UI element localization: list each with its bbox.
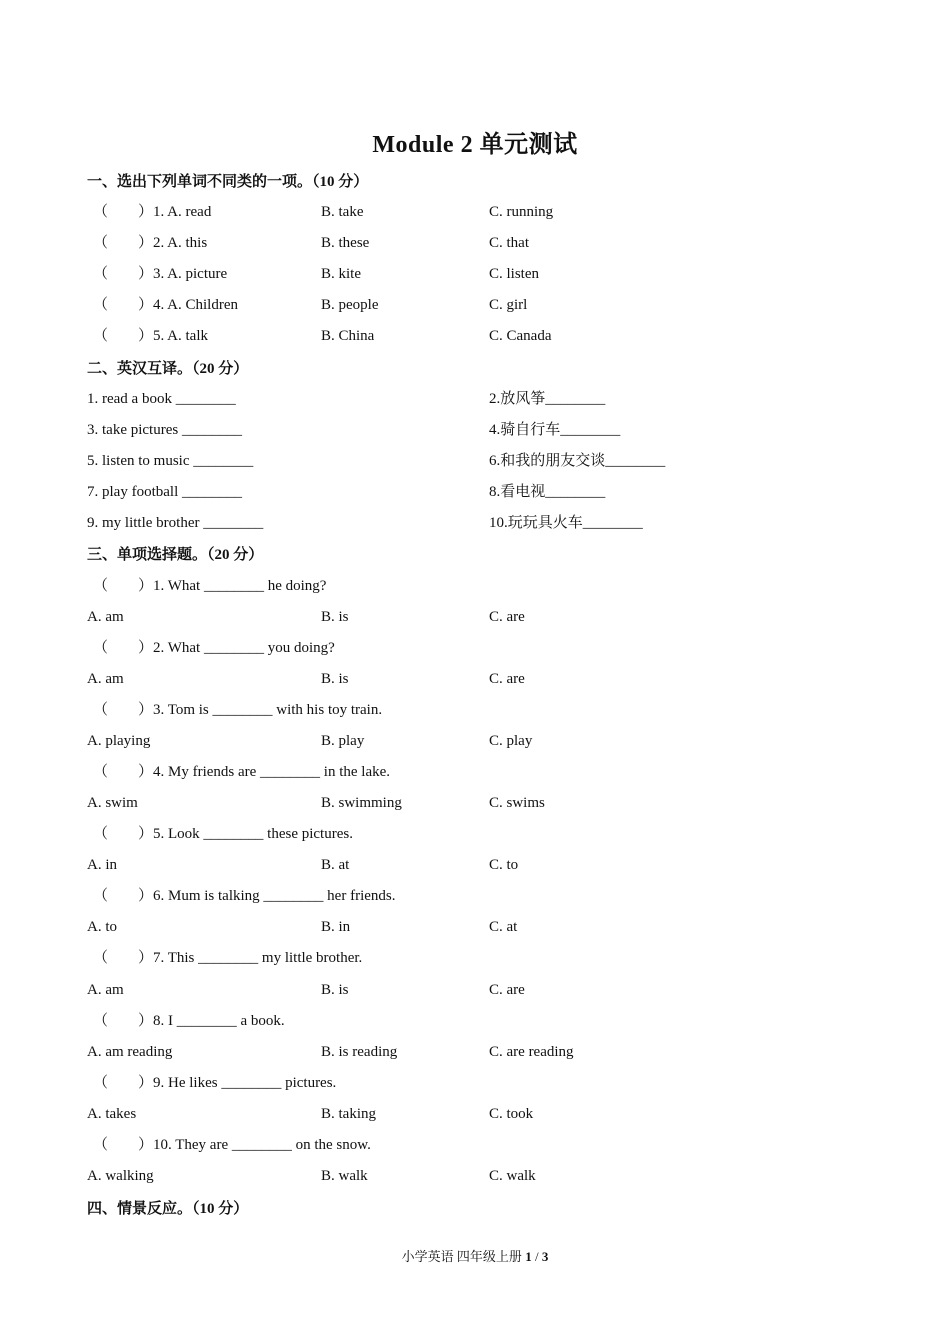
options-row [0,792,950,814]
translation-left: 9. my little brother ________ [87,515,264,531]
option-a: A. swim [87,795,138,811]
answer-bracket: （ ） [93,702,154,718]
question-row [0,761,950,783]
option-b: B. take [321,204,364,220]
option-b: B. in [321,919,351,935]
question-text: 9. He likes ________ pictures. [153,1075,337,1091]
page-footer [0,1246,950,1265]
answer-bracket: （ ） [93,297,154,313]
list-item [0,512,950,534]
answer-bracket: （ ） [93,1075,154,1091]
question-row [0,1010,950,1032]
question-text: 10. They are ________ on the snow. [153,1137,371,1153]
answer-bracket: （ ） [93,826,154,842]
answer-bracket: （ ） [93,764,154,780]
option-b: B. these [321,235,370,251]
option-a: A. takes [87,1106,137,1122]
translation-right: 2.放风筝________ [489,391,606,407]
option-a: A. playing [87,733,151,749]
list-item [0,201,950,223]
question-text: 4. A. Children [153,297,238,313]
translation-right: 8.看电视________ [489,484,606,500]
answer-bracket: （ ） [93,235,154,251]
option-c: C. that [489,235,529,251]
option-c: C. took [489,1106,534,1122]
answer-bracket: （ ） [93,328,154,344]
option-c: C. are [489,982,525,998]
option-c: C. girl [489,297,528,313]
question-row [0,1134,950,1156]
translation-left: 7. play football ________ [87,484,242,500]
option-b: B. swimming [321,795,402,811]
answer-bracket: （ ） [93,266,154,282]
answer-bracket: （ ） [93,1013,154,1029]
translation-left: 5. listen to music ________ [87,453,254,469]
list-item [0,232,950,254]
options-row [0,730,950,752]
page-separator: / [531,1249,542,1264]
options-row [0,606,950,628]
option-c: C. are reading [489,1044,574,1060]
question-text: 2. What ________ you doing? [153,640,335,656]
question-row [0,637,950,659]
question-row [0,1072,950,1094]
option-c: C. are [489,671,525,687]
answer-bracket: （ ） [93,1137,154,1153]
option-b: B. is [321,982,349,998]
options-row [0,668,950,690]
option-a: A. am [87,982,124,998]
option-c: C. running [489,204,554,220]
question-row [0,823,950,845]
question-row [0,885,950,907]
option-c: C. listen [489,266,540,282]
question-text: 8. I ________ a book. [153,1013,285,1029]
question-text: 2. A. this [153,235,208,251]
option-b: B. walk [321,1168,368,1184]
option-c: C. are [489,609,525,625]
translation-right: 10.玩玩具火车________ [489,515,643,531]
question-text: 5. A. talk [153,328,208,344]
question-text: 3. Tom is ________ with his toy train. [153,702,383,718]
option-b: B. people [321,297,379,313]
option-b: B. is [321,671,349,687]
option-a: A. am [87,609,124,625]
option-a: A. walking [87,1168,154,1184]
option-a: A. to [87,919,117,935]
option-b: B. at [321,857,350,873]
question-row [0,947,950,969]
option-c: C. walk [489,1168,536,1184]
options-row [0,1041,950,1063]
translation-right: 6.和我的朋友交谈________ [489,453,666,469]
option-b: B. is [321,609,349,625]
options-row [0,1165,950,1187]
list-item [0,450,950,472]
section-1-heading: 一、选出下列单词不同类的一项。（10 分） [87,174,369,190]
option-c: C. swims [489,795,545,811]
section-2-heading: 二、英汉互译。（20 分） [87,361,249,377]
question-row [0,699,950,721]
options-row [0,979,950,1001]
option-a: A. in [87,857,117,873]
translation-right: 4.骑自行车________ [489,422,621,438]
option-c: C. play [489,733,533,749]
question-row [0,575,950,597]
option-b: B. taking [321,1106,376,1122]
list-item [0,481,950,503]
options-row [0,916,950,938]
option-b: B. kite [321,266,361,282]
question-text: 1. What ________ he doing? [153,578,327,594]
question-text: 5. Look ________ these pictures. [153,826,353,842]
question-text: 4. My friends are ________ in the lake. [153,764,391,780]
options-row [0,1103,950,1125]
answer-bracket: （ ） [93,950,154,966]
question-text: 7. This ________ my little brother. [153,950,363,966]
option-b: B. play [321,733,365,749]
section-3-heading: 三、单项选择题。（20 分） [87,547,264,563]
page-number: 1 [525,1249,532,1264]
answer-bracket: （ ） [93,640,154,656]
answer-bracket: （ ） [93,204,154,220]
list-item [0,419,950,441]
question-text: 6. Mum is talking ________ her friends. [153,888,396,904]
question-text: 3. A. picture [153,266,228,282]
answer-bracket: （ ） [93,578,154,594]
translation-left: 1. read a book ________ [87,391,236,407]
option-a: A. am [87,671,124,687]
options-row [0,854,950,876]
translation-left: 3. take pictures ________ [87,422,242,438]
option-b: B. is reading [321,1044,398,1060]
option-c: C. Canada [489,328,552,344]
page-total: 3 [541,1249,549,1264]
option-c: C. at [489,919,518,935]
section-4-heading: 四、情景反应。（10 分） [87,1201,249,1217]
question-text: 1. A. read [153,204,212,220]
list-item [0,325,950,347]
option-a: A. am reading [87,1044,173,1060]
page-title: Module 2 单元测试 [372,132,578,158]
list-item [0,263,950,285]
footer-text: 小学英语 四年级上册 [401,1249,522,1264]
answer-bracket: （ ） [93,888,154,904]
list-item [0,294,950,316]
list-item [0,388,950,410]
option-b: B. China [321,328,375,344]
option-c: C. to [489,857,519,873]
